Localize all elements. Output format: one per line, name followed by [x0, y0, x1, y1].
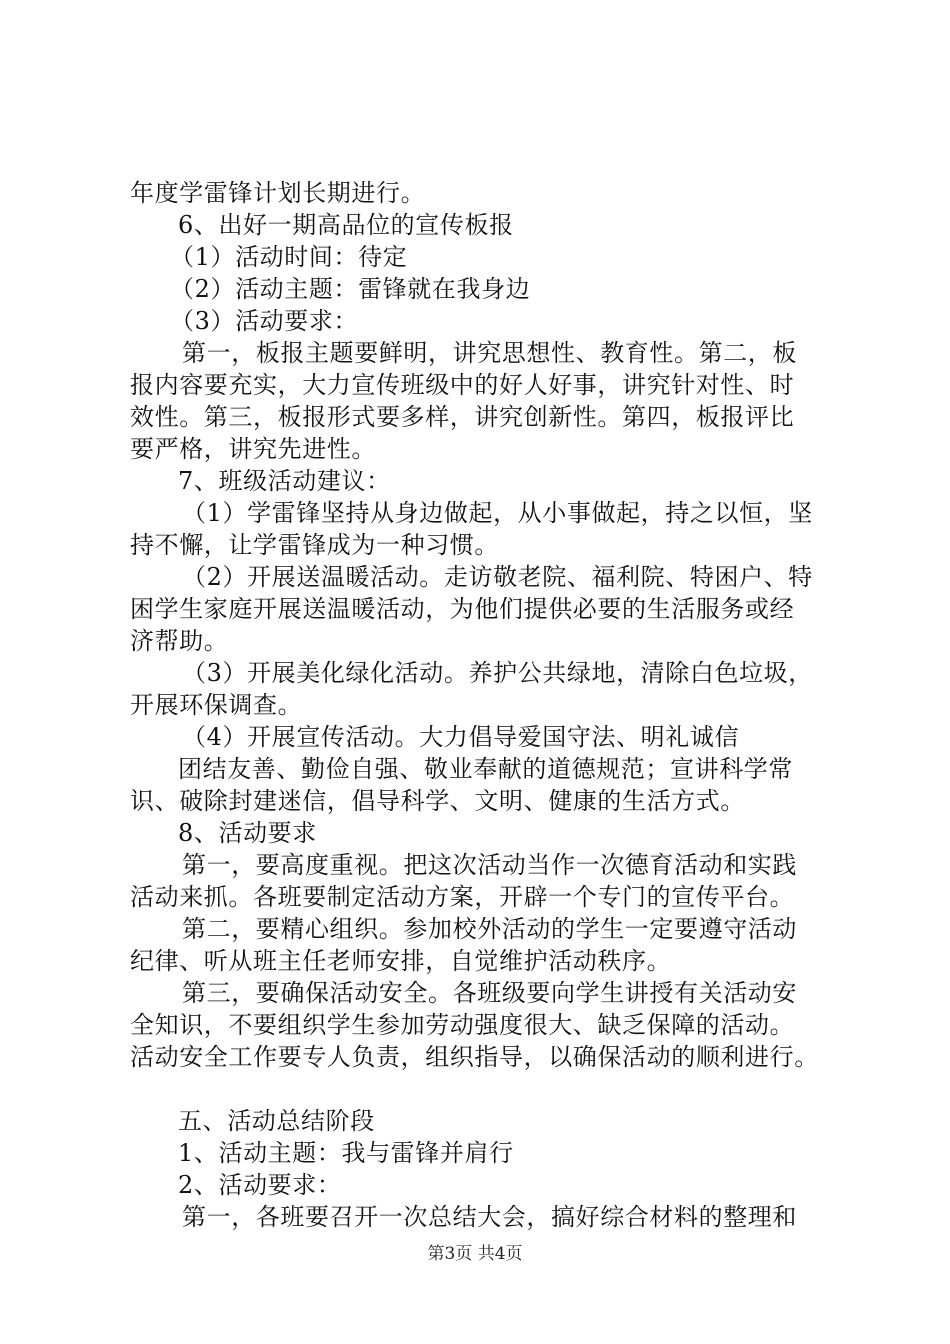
text-line: 第一，板报主题要鲜明，讲究思想性、教育性。第二，板: [182, 339, 797, 367]
text-line: 持不懈，让学雷锋成为一种习惯。: [130, 531, 499, 559]
list-item: （3）活动要求：: [170, 307, 359, 335]
section-heading: 8、活动要求: [178, 819, 317, 847]
section-heading: 7、班级活动建议：: [178, 467, 391, 495]
text-line: 困学生家庭开展送温暖活动，为他们提供必要的生活服务或经: [130, 595, 795, 623]
text-line: 济帮助。: [130, 627, 229, 655]
section-heading: 6、出好一期高品位的宣传板报: [178, 211, 514, 239]
list-item: （1）活动时间：待定: [170, 243, 408, 271]
section-heading: 五、活动总结阶段: [178, 1107, 375, 1135]
page-number-footer: 第3页 共4页: [427, 1244, 523, 1264]
list-item: （2）活动主题：雷锋就在我身边: [170, 275, 531, 303]
text-line: 效性。第三，板报形式要多样，讲究创新性。第四，板报评比: [130, 403, 795, 431]
text-line: 活动安全工作要专人负责，组织指导，以确保活动的顺利进行。: [130, 1043, 819, 1071]
text-line: 活动来抓。各班要制定活动方案，开辟一个专门的宣传平台。: [130, 883, 795, 911]
text-line: 第二，要精心组织。参加校外活动的学生一定要遵守活动: [182, 915, 797, 943]
list-item: （3）开展美化绿化活动。养护公共绿地，清除白色垃圾，: [182, 659, 813, 687]
text-line: 团结友善、勤俭自强、敬业奉献的道德规范；宣讲科学常: [178, 755, 793, 783]
text-line: 开展环保调查。: [130, 691, 303, 719]
text-line: 报内容要充实，大力宣传班级中的好人好事，讲究针对性、时: [130, 371, 795, 399]
text-line: 识、破除封建迷信，倡导科学、文明、健康的生活方式。: [130, 787, 745, 815]
text-line: 第一，要高度重视。把这次活动当作一次德育活动和实践: [182, 851, 797, 879]
text-line: 第三，要确保活动安全。各班级要向学生讲授有关活动安: [182, 979, 797, 1007]
text-line: 全知识，不要组织学生参加劳动强度很大、缺乏保障的活动。: [130, 1011, 795, 1039]
section-heading: 1、活动主题：我与雷锋并肩行: [178, 1139, 514, 1167]
text-line: 第一，各班要召开一次总结大会，搞好综合材料的整理和: [182, 1203, 797, 1231]
section-heading: 2、活动要求：: [178, 1171, 342, 1199]
text-line: 要严格，讲究先进性。: [130, 435, 376, 463]
text-line: 年度学雷锋计划长期进行。: [130, 179, 426, 207]
list-item: （1）学雷锋坚持从身边做起，从小事做起，持之以恒，坚: [182, 499, 813, 527]
list-item: （2）开展送温暖活动。走访敬老院、福利院、特困户、特: [182, 563, 813, 591]
text-line: 纪律、听从班主任老师安排，自觉维护活动秩序。: [130, 947, 672, 975]
list-item: （4）开展宣传活动。大力倡导爱国守法、明礼诚信: [182, 723, 740, 751]
